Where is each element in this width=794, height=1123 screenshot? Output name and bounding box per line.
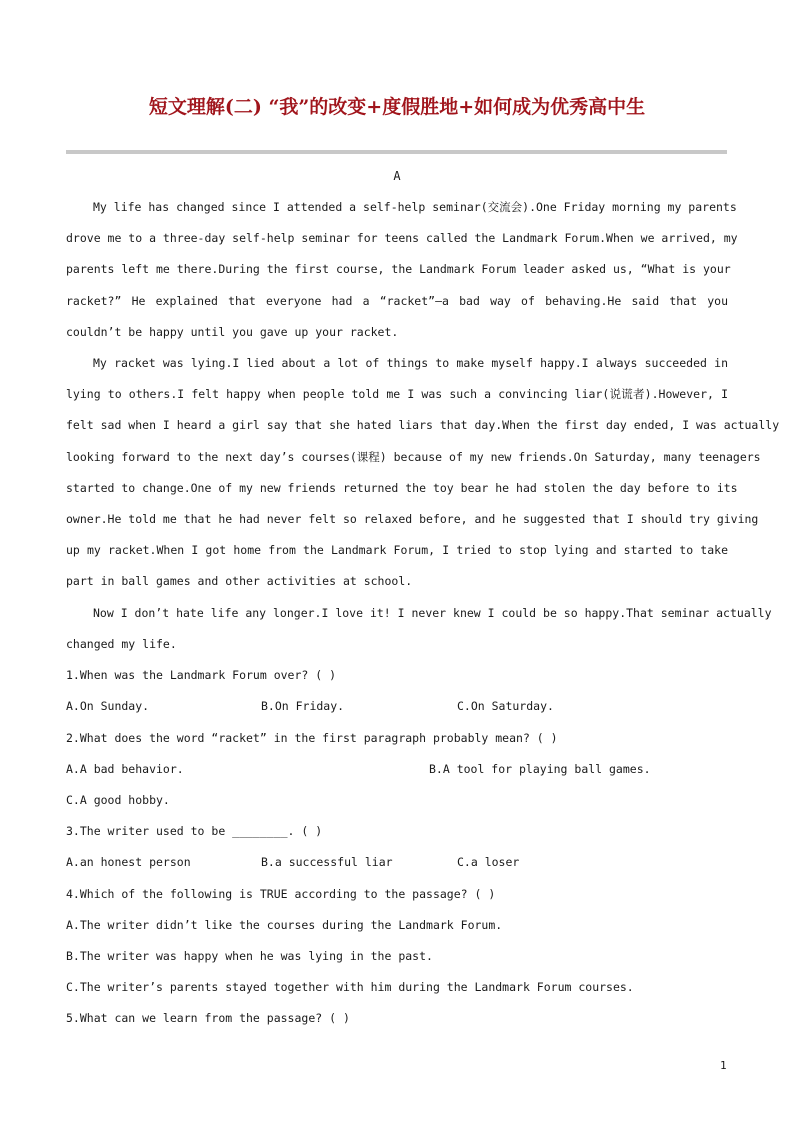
q1-option-c: C.On Saturday.: [457, 699, 554, 713]
passage-line: changed my life.: [66, 637, 177, 652]
passage-line: Now I don’t hate life any longer.I love it! I never knew I could be so happy.That seminar actually: [93, 606, 772, 620]
passage-line: racket?” He explained that everyone had a “racket”—a bad way of behaving.He said that you: [66, 293, 728, 308]
passage-line: felt sad when I heard a girl say that she hated liars that day.When the first day ended, I was actually: [66, 418, 780, 433]
passage-line: up my racket.When I got home from the Landmark Forum, I tried to stop lying and started to take: [66, 543, 728, 558]
q4-option-b: B.The writer was happy when he was lying in the past.: [66, 949, 433, 963]
q4-option-c: C.The writer’s parents stayed together with him during the Landmark Forum courses.: [66, 980, 634, 994]
passage-line: lying to others.I felt happy when people told me I was such a convincing liar(说谎者).However, I: [66, 387, 728, 402]
passage-line: part in ball games and other activities at school.: [66, 574, 413, 589]
page-number: 1: [720, 1059, 727, 1072]
passage-line: parents left me there.During the first course, the Landmark Forum leader asked us, “What is your: [66, 262, 731, 277]
passage-line: started to change.One of my new friends returned the toy bear he had stolen the day before to its: [66, 480, 738, 495]
title-divider: [66, 150, 727, 154]
section-label: A: [393, 169, 401, 183]
q2-option-a: A.A bad behavior.: [66, 762, 184, 776]
question-4: 4.Which of the following is TRUE according to the passage? ( ): [66, 887, 496, 901]
passage-line: looking forward to the next day’s courses(课程) because of my new friends.On Saturday, many teenagers: [66, 449, 761, 464]
question-1: 1.When was the Landmark Forum over? ( ): [66, 668, 337, 682]
q3-option-a: A.an honest person: [66, 855, 191, 869]
q2-option-c: C.A good hobby.: [66, 793, 170, 807]
passage-paragraph-3: [66, 598, 772, 660]
q3-option-b: B.a successful liar: [261, 855, 393, 869]
question-2: 2.What does the word “racket” in the first paragraph probably mean? ( ): [66, 731, 558, 745]
question-3: 3.The writer used to be ________. ( ): [66, 824, 323, 838]
passage-paragraph-2: [66, 348, 780, 598]
passage-paragraph-1: [66, 192, 738, 348]
passage-line: My racket was lying.I lied about a lot of things to make myself happy.I always succeeded in: [93, 356, 728, 370]
q1-option-b: B.On Friday.: [261, 699, 345, 713]
passage-line: couldn’t be happy until you gave up your racket.: [66, 324, 399, 339]
passage-line: owner.He told me that he had never felt so relaxed before, and he suggested that I should try giving: [66, 512, 759, 527]
q2-option-b: B.A tool for playing ball games.: [429, 762, 651, 776]
passage-line: My life has changed since I attended a self-help seminar(交流会).One Friday morning my parents: [93, 200, 737, 214]
passage-line: drove me to a three-day self-help seminar for teens called the Landmark Forum.When we arrived, my: [66, 231, 738, 246]
question-5: 5.What can we learn from the passage? ( ): [66, 1011, 350, 1025]
q1-option-a: A.On Sunday.: [66, 699, 150, 713]
q4-option-a: A.The writer didn’t like the courses during the Landmark Forum.: [66, 918, 503, 932]
q3-option-c: C.a loser: [457, 855, 520, 869]
page-title: 短文理解(二) “我”的改变+度假胜地+如何成为优秀高中生: [148, 96, 646, 118]
